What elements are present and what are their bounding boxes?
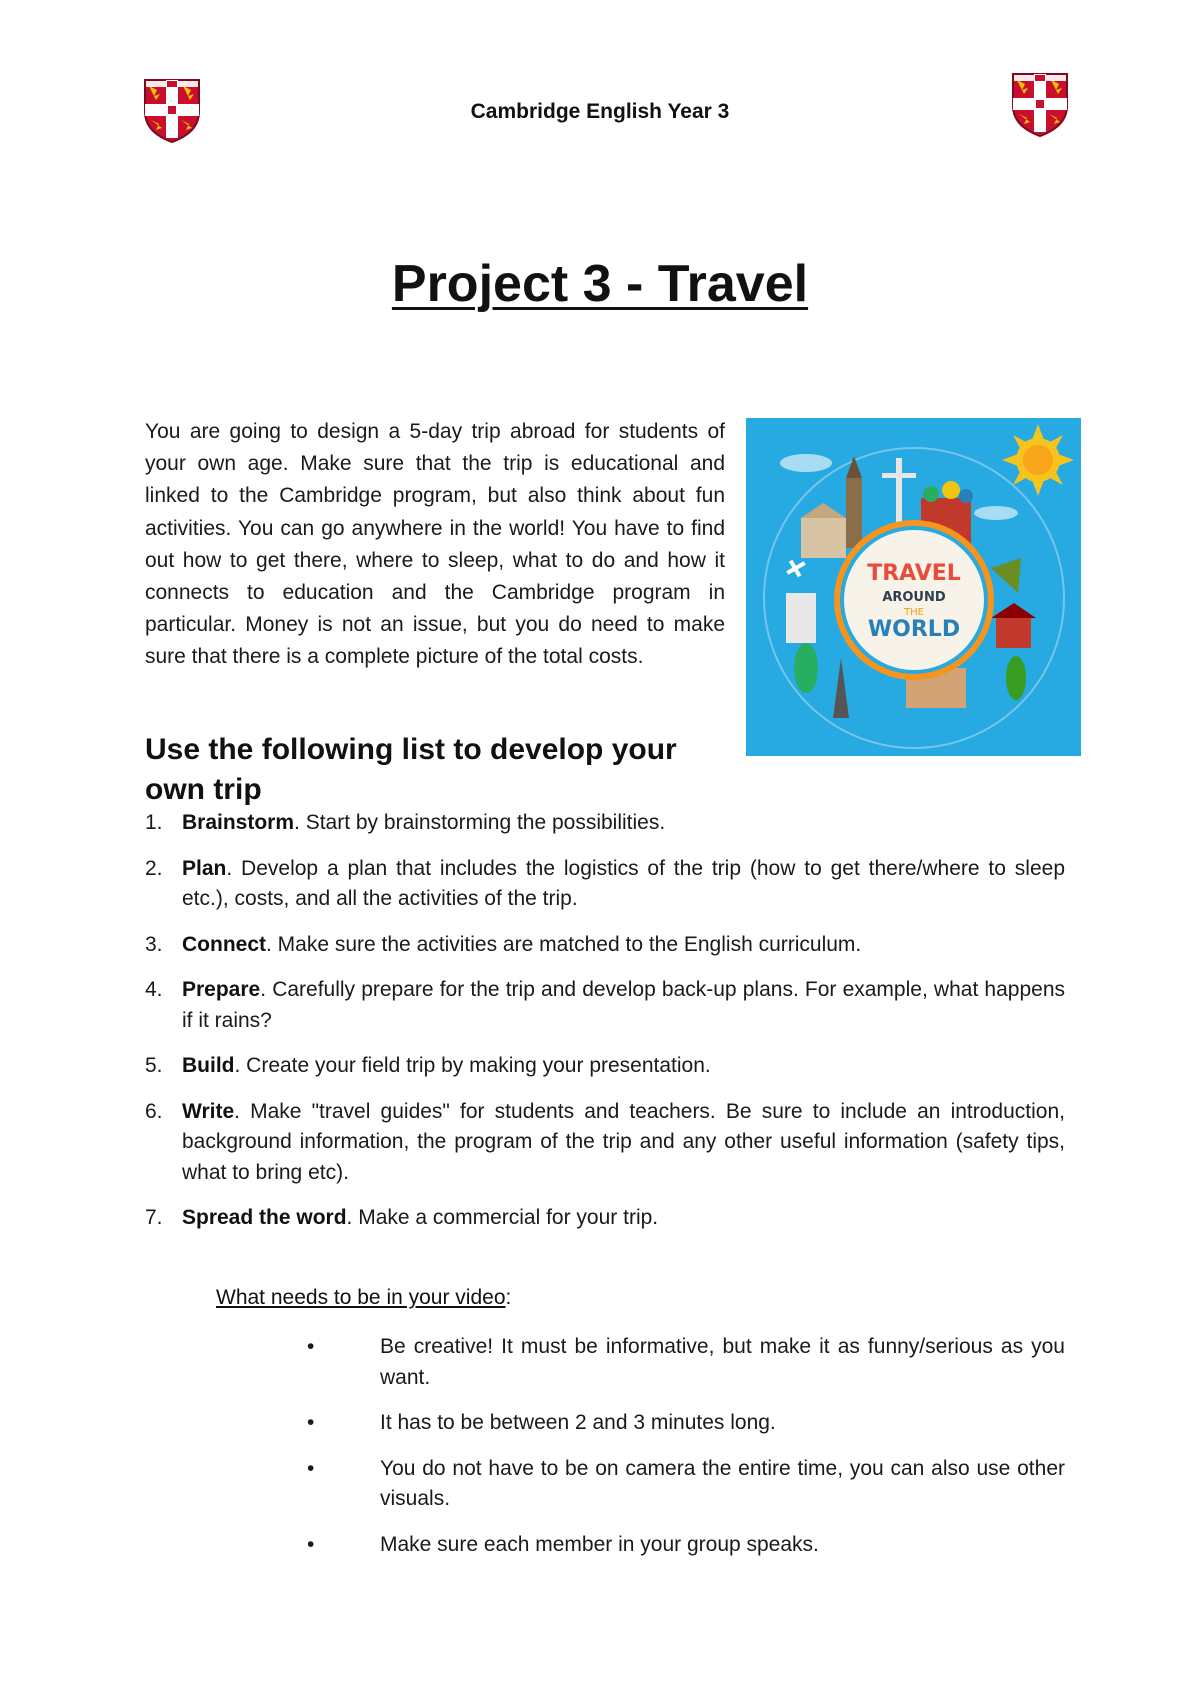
step-number: 3. [145, 932, 163, 956]
step-label: Connect [182, 932, 266, 956]
steps-list [145, 808, 1065, 1249]
section-heading: Use the following list to develop your own trip [145, 733, 677, 806]
step-number: 1. [145, 811, 163, 834]
list-item [145, 808, 1065, 839]
bullet-icon: • [307, 1532, 315, 1556]
step-text: . Carefully prepare for the trip and develop back-up plans. For example, what happens if it rains? [182, 978, 1065, 1032]
list-item [145, 975, 1065, 1036]
video-requirements-list [307, 1332, 1065, 1575]
step-label: Build [182, 1054, 235, 1077]
bullet-text: You do not have to be on camera the entire time, you can also use other visuals. [380, 1456, 1065, 1510]
list-item [145, 854, 1065, 915]
image-text-around: AROUND [882, 590, 946, 605]
step-label: Plan [182, 856, 227, 880]
image-text-the: THE [904, 607, 924, 618]
step-number: 2. [145, 856, 163, 880]
list-item [145, 1203, 1065, 1234]
bullet-icon: • [307, 1456, 315, 1480]
step-text: . Create your field trip by making your presentation. [234, 1054, 711, 1077]
bullet-icon: • [307, 1411, 315, 1434]
travel-around-the-world-image [746, 418, 1081, 756]
header-title: Cambridge English Year 3 [470, 100, 730, 123]
step-text: . Make a commercial for your trip. [346, 1206, 659, 1229]
step-number: 6. [145, 1099, 163, 1123]
bullet-text: It has to be between 2 and 3 minutes long. [380, 1411, 776, 1434]
list-item [307, 1454, 1065, 1515]
page-title: Project 3 - Travel [391, 255, 809, 313]
list-item [307, 1408, 1065, 1439]
image-text-travel: TRAVEL [867, 561, 961, 586]
list-item [145, 930, 1065, 961]
bullet-icon: • [307, 1335, 315, 1358]
list-item [145, 1051, 1065, 1082]
video-heading [216, 1286, 511, 1310]
step-number: 4. [145, 978, 163, 1001]
step-label: Write [182, 1099, 235, 1123]
image-text-world: WORLD [867, 617, 961, 642]
video-heading-colon: : [505, 1286, 512, 1309]
step-label: Brainstorm [182, 811, 295, 834]
video-heading-text: What needs to be in your video [216, 1286, 506, 1309]
step-text: . Make "travel guides" for students and teachers. Be sure to include an introduction, background information, the program of the trip and any other useful information (safety tips, what to bring etc). [182, 1099, 1065, 1184]
intro-paragraph: You are going to design a 5-day trip abroad for students of your own age. Make sure that the trip is educational and linked to the Cambridge program, but also think about fun activities. You can go anywhere in the world! You have to find out how to get there, where to sleep, what to do and how it connects to education and the Cambridge program in particular. Money is not an issue, but you do need to make sure that there is a complete picture of the total costs. [145, 420, 725, 669]
list-item [145, 1097, 1065, 1189]
step-text: . Start by brainstorming the possibilities. [294, 811, 666, 834]
list-item [307, 1530, 1065, 1561]
step-number: 7. [145, 1206, 163, 1229]
step-label: Prepare [182, 978, 261, 1001]
bullet-text: Be creative! It must be informative, but make it as funny/serious as you want. [380, 1335, 1065, 1389]
list-item [307, 1332, 1065, 1393]
step-text: . Develop a plan that includes the logistics of the trip (how to get there/where to sleep etc.), costs, and all the activities of the trip. [182, 856, 1065, 910]
step-number: 5. [145, 1054, 163, 1077]
step-label: Spread the word [182, 1206, 347, 1229]
bullet-text: Make sure each member in your group speaks. [380, 1532, 819, 1556]
step-text: . Make sure the activities are matched to the English curriculum. [266, 932, 862, 956]
